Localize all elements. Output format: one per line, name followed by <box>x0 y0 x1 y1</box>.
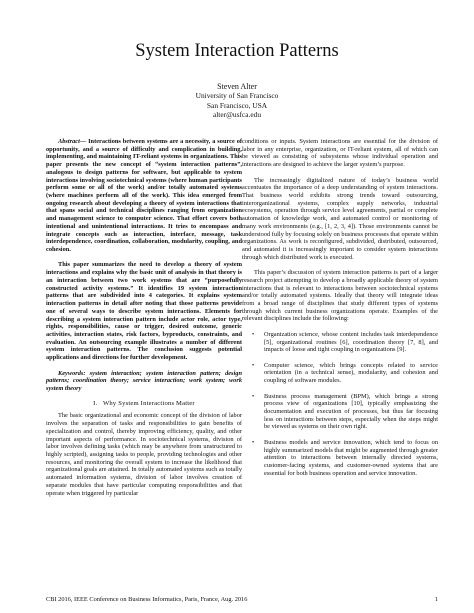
bullet-glyph: • <box>252 361 255 369</box>
author-block <box>0 82 474 120</box>
list-item-text: Business models and service innovation, which tend to focus on highly summarized models that might be augmented through greater attention to interactions between internally directed systems, customer-facing systems, and customer-owned systems that are essential for both business operation and service innovation. <box>264 438 438 477</box>
section-heading <box>46 400 242 408</box>
bullet-glyph: • <box>252 330 255 338</box>
disciplines-list <box>242 331 438 478</box>
list-item-text: Organization science, whose content includes task interdependence [5], organizational routines [6], coordination theory [7, 8], and impacts of loose and tight coupling in organizations [9]. <box>264 330 438 354</box>
abstract-text-1: Interactions between systems are a necessity, a source of opportunity, and a source of difficulty and complication in building, implementing, and maintaining IT-reliant systems in organizations. This paper presents the new concept of “system interaction patterns”, analogous to design patterns for software, but applicable to system interactions involving sociotechnical systems (where human participants perform some or all of the work) and/or totally automated systems (where machines perform all of the work). This idea emerged from ongoing research about developing a theory of system interactions that that spans social and technical disciplines ranging from organization and management science to computer science. That effort covers both intentional and unintentional interactions. It tries to encompass and integrate concepts such as interaction, interface, message, task interdependence, coordination, collaboration, modularity, coupling, and cohesion. <box>46 138 242 254</box>
abstract-paragraph-1 <box>46 138 242 254</box>
right-column <box>242 138 438 477</box>
bullet-glyph: • <box>252 392 255 400</box>
paper-title: System Interaction Patterns <box>135 41 339 61</box>
author-email: alter@usfca.edu <box>212 110 262 120</box>
body-paragraph: The basic organizational and economic concept of the division of labor involves the separation of tasks and responsibilities to gain benefits of specialization and control, thereby improving efficiency, quality, and other important aspects of performance. In sociotechnical systems, division of labor involves defining tasks (which may be anywhere from unstructured to highly scripted), assigning tasks to people, providing technologies and other resources, and monitoring the overall system to increase the likelihood that organizational goals are attained. In totally automated systems such as totally automated information systems, division of labor involves creation of separate modules that have particular computing responsibilities and that operate when triggered by particular <box>46 412 242 497</box>
author-location: San Francisco, USA <box>206 100 268 110</box>
abstract-paragraph-2: This paper summarizes the need to develop a theory of system interactions and explains why the basic unit of analysis in that theory is an interaction between two work systems that are “purposefully constructed activity systems.” It identifies 19 system interaction patterns that are subdivided into 4 categories. It explains system interaction patterns in detail after noting that those patterns provide one of several ways to describe system interactions. Elements for describing a system interaction pattern include actor role, actor type, rights, responsibilities, cause or trigger, desired outcome, generic activities, interaction states, risk factors, byproducts, constraints, and evaluation. An outsourcing example illustrates a number of different system interaction patterns. The conclusion suggests potential applications and directions for further development. <box>46 261 242 362</box>
keywords-label: Keywords: <box>58 369 86 377</box>
bullet-glyph: • <box>252 438 255 446</box>
list-item <box>242 393 438 432</box>
continuation-paragraph: conditions or inputs. System interactions are essential for the division of labor in any enterprise, organization, or IT-reliant system, all of which can be viewed as consisting of subsystems whose individual operation and interactions are designed to achieve the larger system’s purpose. <box>242 138 438 169</box>
list-item-text: Computer science, which brings concepts related to service orientation (in a technical sense), modularity, and cohesion and coupling of software modules. <box>264 361 438 385</box>
list-item <box>242 331 438 354</box>
list-item-text: Business process management (BPM), which brings a strong process view of organizations [10], typically emphasizing the documentation and execution of processes, but thus far focusing less on interactions between steps, especially when the steps might be viewed as systems on their own right. <box>264 392 438 431</box>
keywords <box>46 370 242 393</box>
body-paragraph-3: This paper’s discussion of system interaction patterns is part of a larger research project attempting to develop a broadly applicable theory of system interactions that is relevant to interactions between sociotechnical systems and/or totally automated systems. Ideally that theory will integrate ideas from a broad range of disciplines that study different types of systems through which current business organizations operate. Examples of the relevant disciplines include the following: <box>242 269 438 323</box>
footer-conference: CBI 2016, IEEE Conference on Business Informatics, Paris, France, Aug. 2016 <box>46 596 248 603</box>
left-column <box>46 138 242 497</box>
author-affiliation: University of San Francisco <box>195 91 279 101</box>
section-number: I. <box>93 400 98 408</box>
abstract-label: Abstract— <box>58 138 87 145</box>
author-name: Steven Alter <box>217 82 257 91</box>
keywords-text: system interaction; system interaction pattern; design patterns; coordination theory; service interaction; work system; work system theory <box>46 369 242 392</box>
list-item <box>242 439 438 478</box>
page-number: 1 <box>434 596 438 603</box>
section-title: Why System Interactions Matter <box>102 400 195 408</box>
body-paragraph-2: The increasingly digitalized nature of today’s business world accentuates the importance of a deep understanding of system interactions. That business world exhibits strong trends toward outsourcing, interorganizational systems, complex supply networks, industrial ecosystems, operation through service level agreements, partial or complete automation of knowledge work, and automated control or monitoring of many work environments (e.g., [1, 2, 3, 4]). Those environments cannot be understood fully by focusing solely on business processes that operate within organizations. As work is reconfigured, subdivided, distributed, outsourced, and automated it is increasingly important to consider system interactions through which distributed work is executed. <box>242 176 438 261</box>
list-item <box>242 362 438 385</box>
